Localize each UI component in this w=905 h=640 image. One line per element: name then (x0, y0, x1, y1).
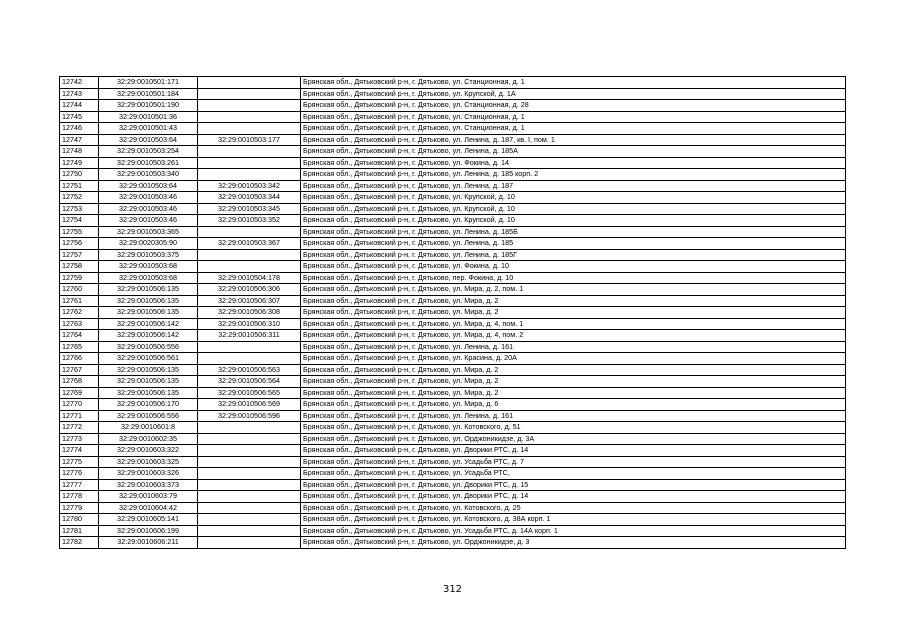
row-number-cell: 12773 (60, 433, 99, 445)
address-cell: Брянская обл., Дятьковский р-н, г. Дятьково, ул. Орджоникидзе, д. 3 (301, 537, 846, 549)
address-cell: Брянская обл., Дятьковский р-н, г. Дятьково, ул. Ленина, д. 187, кв. I, пом. 1 (301, 134, 846, 146)
address-cell: Брянская обл., Дятьковский р-н, г. Дятьково, ул. Мира, д. 4, пом. 2 (301, 330, 846, 342)
row-number-cell: 12760 (60, 284, 99, 296)
related-cadastral-number-cell: 32:29:0010503:345 (198, 203, 301, 215)
row-number-cell: 12780 (60, 514, 99, 526)
row-number-cell: 12772 (60, 422, 99, 434)
related-cadastral-number-cell (198, 456, 301, 468)
table-row (60, 134, 846, 146)
related-cadastral-number-cell (198, 111, 301, 123)
table-row (60, 537, 846, 549)
cadastral-number-cell: 32:29:0010601:8 (99, 422, 198, 434)
cadastral-number-cell: 32:29:0010503:64 (99, 180, 198, 192)
cadastral-number-cell: 32:29:0010503:46 (99, 192, 198, 204)
table-row (60, 157, 846, 169)
row-number-cell: 12763 (60, 318, 99, 330)
related-cadastral-number-cell (198, 77, 301, 89)
row-number-cell: 12768 (60, 376, 99, 388)
address-cell: Брянская обл., Дятьковский р-н, г. Дятьково, ул. Ленина, д. 185 корп. 2 (301, 169, 846, 181)
related-cadastral-number-cell: 32:29:0010506:565 (198, 387, 301, 399)
cadastral-number-cell: 32:29:0010503:375 (99, 249, 198, 261)
cadastral-number-cell: 32:29:0010606:211 (99, 537, 198, 549)
address-cell: Брянская обл., Дятьковский р-н, г. Дятьково, ул. Мира, д. 2 (301, 387, 846, 399)
related-cadastral-number-cell (198, 157, 301, 169)
row-number-cell: 12747 (60, 134, 99, 146)
related-cadastral-number-cell (198, 88, 301, 100)
row-number-cell: 12775 (60, 456, 99, 468)
cadastral-number-cell: 32:29:0010506:170 (99, 399, 198, 411)
table-row (60, 341, 846, 353)
related-cadastral-number-cell (198, 261, 301, 273)
related-cadastral-number-cell: 32:29:0010503:342 (198, 180, 301, 192)
address-cell: Брянская обл., Дятьковский р-н, г. Дятьково, ул. Станционная, д. 28 (301, 100, 846, 112)
table-row (60, 203, 846, 215)
related-cadastral-number-cell (198, 100, 301, 112)
row-number-cell: 12762 (60, 307, 99, 319)
row-number-cell: 12774 (60, 445, 99, 457)
table-row (60, 318, 846, 330)
table-row (60, 387, 846, 399)
address-cell: Брянская обл., Дятьковский р-н, г. Дятьково, ул. Крупской, д. 10 (301, 215, 846, 227)
address-cell: Брянская обл., Дятьковский р-н, г. Дятьково, ул. Дворики РТС, д. 14 (301, 491, 846, 503)
address-cell: Брянская обл., Дятьковский р-н, г. Дятьково, ул. Мира, д. 2, пом. 1 (301, 284, 846, 296)
row-number-cell: 12745 (60, 111, 99, 123)
row-number-cell: 12777 (60, 479, 99, 491)
cadastral-number-cell: 32:29:0010603:79 (99, 491, 198, 503)
cadastral-number-cell: 32:29:0010605:141 (99, 514, 198, 526)
related-cadastral-number-cell (198, 353, 301, 365)
address-cell: Брянская обл., Дятьковский р-н, г. Дятьково, ул. Дворики РТС, д. 14 (301, 445, 846, 457)
cadastral-number-cell: 32:29:0010503:254 (99, 146, 198, 158)
related-cadastral-number-cell (198, 433, 301, 445)
table-row (60, 123, 846, 135)
table-row (60, 284, 846, 296)
row-number-cell: 12764 (60, 330, 99, 342)
table-row (60, 180, 846, 192)
cadastral-number-cell: 32:29:0010603:322 (99, 445, 198, 457)
address-cell: Брянская обл., Дятьковский р-н, г. Дятьково, ул. Усадьба РТС, д. 14А корп. 1 (301, 525, 846, 537)
table-row (60, 100, 846, 112)
cadastral-number-cell: 32:29:0010503:46 (99, 215, 198, 227)
cadastral-number-cell: 32:29:0010503:64 (99, 134, 198, 146)
table-row (60, 146, 846, 158)
row-number-cell: 12742 (60, 77, 99, 89)
page-number: 312 (442, 584, 463, 595)
row-number-cell: 12770 (60, 399, 99, 411)
address-cell: Брянская обл., Дятьковский р-н, г. Дятьково, ул. Мира, д. 4, пом. 1 (301, 318, 846, 330)
cadastral-number-cell: 32:29:0010506:556 (99, 410, 198, 422)
cadastral-number-cell: 32:29:0010506:135 (99, 376, 198, 388)
related-cadastral-number-cell: 32:29:0010506:311 (198, 330, 301, 342)
table-row (60, 491, 846, 503)
related-cadastral-number-cell: 32:29:0010506:310 (198, 318, 301, 330)
row-number-cell: 12771 (60, 410, 99, 422)
row-number-cell: 12750 (60, 169, 99, 181)
address-cell: Брянская обл., Дятьковский р-н, г. Дятьково, пер. Фокина, д. 10 (301, 272, 846, 284)
address-cell: Брянская обл., Дятьковский р-н, г. Дятьково, ул. Ленина, д. 185 (301, 238, 846, 250)
table-row (60, 111, 846, 123)
address-cell: Брянская обл., Дятьковский р-н, г. Дятьково, ул. Котовского, д. 51 (301, 422, 846, 434)
table-row (60, 445, 846, 457)
row-number-cell: 12766 (60, 353, 99, 365)
cadastral-number-cell: 32:29:0010501:184 (99, 88, 198, 100)
row-number-cell: 12779 (60, 502, 99, 514)
address-cell: Брянская обл., Дятьковский р-н, г. Дятьково, ул. Ленина, д. 185Б (301, 226, 846, 238)
cadastral-number-cell: 32:29:0010603:326 (99, 468, 198, 480)
cadastral-number-cell: 32:29:0010603:373 (99, 479, 198, 491)
address-cell: Брянская обл., Дятьковский р-н, г. Дятьково, ул. Фокина, д. 14 (301, 157, 846, 169)
cadastral-number-cell: 32:29:0010501:190 (99, 100, 198, 112)
address-cell: Брянская обл., Дятьковский р-н, г. Дятьково, ул. Ленина, д. 185Г (301, 249, 846, 261)
address-cell: Брянская обл., Дятьковский р-н, г. Дятьково, ул. Крупской, д. 1А (301, 88, 846, 100)
cadastral-number-cell: 32:29:0010501:36 (99, 111, 198, 123)
table-row (60, 468, 846, 480)
row-number-cell: 12781 (60, 525, 99, 537)
table-row (60, 502, 846, 514)
address-cell: Брянская обл., Дятьковский р-н, г. Дятьково, ул. Мира, д. 6 (301, 399, 846, 411)
cadastral-number-cell: 32:29:0010501:43 (99, 123, 198, 135)
related-cadastral-number-cell (198, 514, 301, 526)
related-cadastral-number-cell (198, 422, 301, 434)
related-cadastral-number-cell: 32:29:0010503:177 (198, 134, 301, 146)
table-row (60, 330, 846, 342)
table-row (60, 295, 846, 307)
row-number-cell: 12744 (60, 100, 99, 112)
row-number-cell: 12751 (60, 180, 99, 192)
address-cell: Брянская обл., Дятьковский р-н, г. Дятьково, ул. Усадьба РТС, (301, 468, 846, 480)
cadastral-number-cell: 32:29:0010503:261 (99, 157, 198, 169)
related-cadastral-number-cell (198, 226, 301, 238)
related-cadastral-number-cell (198, 468, 301, 480)
cadastral-number-cell: 32:29:0010606:199 (99, 525, 198, 537)
row-number-cell: 12765 (60, 341, 99, 353)
table-row (60, 422, 846, 434)
address-cell: Брянская обл., Дятьковский р-н, г. Дятьково, ул. Орджоникидзе, д. 3А (301, 433, 846, 445)
related-cadastral-number-cell: 32:29:0010506:569 (198, 399, 301, 411)
row-number-cell: 12776 (60, 468, 99, 480)
table-row (60, 307, 846, 319)
cadastral-number-cell: 32:29:0010506:135 (99, 284, 198, 296)
related-cadastral-number-cell (198, 525, 301, 537)
table-row (60, 226, 846, 238)
related-cadastral-number-cell (198, 123, 301, 135)
related-cadastral-number-cell (198, 169, 301, 181)
table-row (60, 410, 846, 422)
related-cadastral-number-cell: 32:29:0010506:564 (198, 376, 301, 388)
address-cell: Брянская обл., Дятьковский р-н, г. Дятьково, ул. Котовского, д. 25 (301, 502, 846, 514)
row-number-cell: 12743 (60, 88, 99, 100)
address-cell: Брянская обл., Дятьковский р-н, г. Дятьково, ул. Дворики РТС, д. 15 (301, 479, 846, 491)
row-number-cell: 12749 (60, 157, 99, 169)
table-row (60, 433, 846, 445)
related-cadastral-number-cell (198, 341, 301, 353)
cadastral-number-cell: 32:29:0010503:68 (99, 261, 198, 273)
address-cell: Брянская обл., Дятьковский р-н, г. Дятьково, ул. Крупской, д. 10 (301, 203, 846, 215)
table-row (60, 399, 846, 411)
address-cell: Брянская обл., Дятьковский р-н, г. Дятьково, ул. Станционная, д. 1 (301, 77, 846, 89)
address-cell: Брянская обл., Дятьковский р-н, г. Дятьково, ул. Станционная, д. 1 (301, 111, 846, 123)
table-row (60, 238, 846, 250)
table-row (60, 376, 846, 388)
row-number-cell: 12782 (60, 537, 99, 549)
cadastral-number-cell: 32:29:0010506:142 (99, 318, 198, 330)
row-number-cell: 12758 (60, 261, 99, 273)
address-cell: Брянская обл., Дятьковский р-н, г. Дятьково, ул. Ленина, д. 185А (301, 146, 846, 158)
table-row (60, 261, 846, 273)
cadastral-number-cell: 32:29:0010506:561 (99, 353, 198, 365)
related-cadastral-number-cell: 32:29:0010504:178 (198, 272, 301, 284)
table-row (60, 353, 846, 365)
related-cadastral-number-cell (198, 537, 301, 549)
cadastral-number-cell: 32:29:0010604:42 (99, 502, 198, 514)
cadastral-number-cell: 32:29:0010501:171 (99, 77, 198, 89)
cadastral-number-cell: 32:29:0010602:35 (99, 433, 198, 445)
row-number-cell: 12746 (60, 123, 99, 135)
table-row (60, 364, 846, 376)
cadastral-number-cell: 32:29:0010503:46 (99, 203, 198, 215)
table-row (60, 192, 846, 204)
registry-table (59, 76, 846, 549)
address-cell: Брянская обл., Дятьковский р-н, г. Дятьково, ул. Ленина, д. 187 (301, 180, 846, 192)
table-row (60, 514, 846, 526)
related-cadastral-number-cell: 32:29:0010506:306 (198, 284, 301, 296)
address-cell: Брянская обл., Дятьковский р-н, г. Дятьково, ул. Станционная, д. 1 (301, 123, 846, 135)
related-cadastral-number-cell: 32:29:0010506:308 (198, 307, 301, 319)
address-cell: Брянская обл., Дятьковский р-н, г. Дятьково, ул. Ленина, д. 161 (301, 410, 846, 422)
table-row (60, 215, 846, 227)
address-cell: Брянская обл., Дятьковский р-н, г. Дятьково, ул. Красина, д. 20А (301, 353, 846, 365)
address-cell: Брянская обл., Дятьковский р-н, г. Дятьково, ул. Мира, д. 2 (301, 307, 846, 319)
row-number-cell: 12754 (60, 215, 99, 227)
related-cadastral-number-cell: 32:29:0010506:563 (198, 364, 301, 376)
related-cadastral-number-cell (198, 502, 301, 514)
table-row (60, 525, 846, 537)
row-number-cell: 12769 (60, 387, 99, 399)
address-cell: Брянская обл., Дятьковский р-н, г. Дятьково, ул. Усадьба РТС, д. 7 (301, 456, 846, 468)
cadastral-number-cell: 32:29:0010503:365 (99, 226, 198, 238)
table-row (60, 272, 846, 284)
table-row (60, 456, 846, 468)
row-number-cell: 12756 (60, 238, 99, 250)
related-cadastral-number-cell (198, 249, 301, 261)
row-number-cell: 12759 (60, 272, 99, 284)
cadastral-number-cell: 32:29:0010506:135 (99, 295, 198, 307)
cadastral-number-cell: 32:29:0010506:556 (99, 341, 198, 353)
address-cell: Брянская обл., Дятьковский р-н, г. Дятьково, ул. Котовского, д. 38А корп. 1 (301, 514, 846, 526)
row-number-cell: 12755 (60, 226, 99, 238)
address-cell: Брянская обл., Дятьковский р-н, г. Дятьково, ул. Ленина, д. 161 (301, 341, 846, 353)
row-number-cell: 12748 (60, 146, 99, 158)
address-cell: Брянская обл., Дятьковский р-н, г. Дятьково, ул. Фокина, д. 10 (301, 261, 846, 273)
address-cell: Брянская обл., Дятьковский р-н, г. Дятьково, ул. Крупской, д. 10 (301, 192, 846, 204)
table-row (60, 77, 846, 89)
cadastral-number-cell: 32:29:0010603:325 (99, 456, 198, 468)
row-number-cell: 12778 (60, 491, 99, 503)
row-number-cell: 12757 (60, 249, 99, 261)
row-number-cell: 12767 (60, 364, 99, 376)
row-number-cell: 12753 (60, 203, 99, 215)
row-number-cell: 12761 (60, 295, 99, 307)
related-cadastral-number-cell: 32:29:0010503:367 (198, 238, 301, 250)
related-cadastral-number-cell: 32:29:0010506:307 (198, 295, 301, 307)
related-cadastral-number-cell: 32:29:0010503:352 (198, 215, 301, 227)
table-row (60, 249, 846, 261)
related-cadastral-number-cell: 32:29:0010503:344 (198, 192, 301, 204)
address-cell: Брянская обл., Дятьковский р-н, г. Дятьково, ул. Мира, д. 2 (301, 295, 846, 307)
related-cadastral-number-cell (198, 146, 301, 158)
table-row (60, 169, 846, 181)
related-cadastral-number-cell (198, 445, 301, 457)
related-cadastral-number-cell: 32:29:0010506:596 (198, 410, 301, 422)
table-row (60, 479, 846, 491)
cadastral-number-cell: 32:29:0010503:68 (99, 272, 198, 284)
related-cadastral-number-cell (198, 479, 301, 491)
cadastral-number-cell: 32:29:0010506:135 (99, 387, 198, 399)
cadastral-number-cell: 32:29:0010503:340 (99, 169, 198, 181)
address-cell: Брянская обл., Дятьковский р-н, г. Дятьково, ул. Мира, д. 2 (301, 376, 846, 388)
table-row (60, 88, 846, 100)
related-cadastral-number-cell (198, 491, 301, 503)
registry-table-body (60, 77, 846, 549)
cadastral-number-cell: 32:29:0020305:90 (99, 238, 198, 250)
row-number-cell: 12752 (60, 192, 99, 204)
cadastral-number-cell: 32:29:0010506:135 (99, 364, 198, 376)
cadastral-number-cell: 32:29:0010506:142 (99, 330, 198, 342)
cadastral-number-cell: 32:29:0010506:135 (99, 307, 198, 319)
address-cell: Брянская обл., Дятьковский р-н, г. Дятьково, ул. Мира, д. 2 (301, 364, 846, 376)
